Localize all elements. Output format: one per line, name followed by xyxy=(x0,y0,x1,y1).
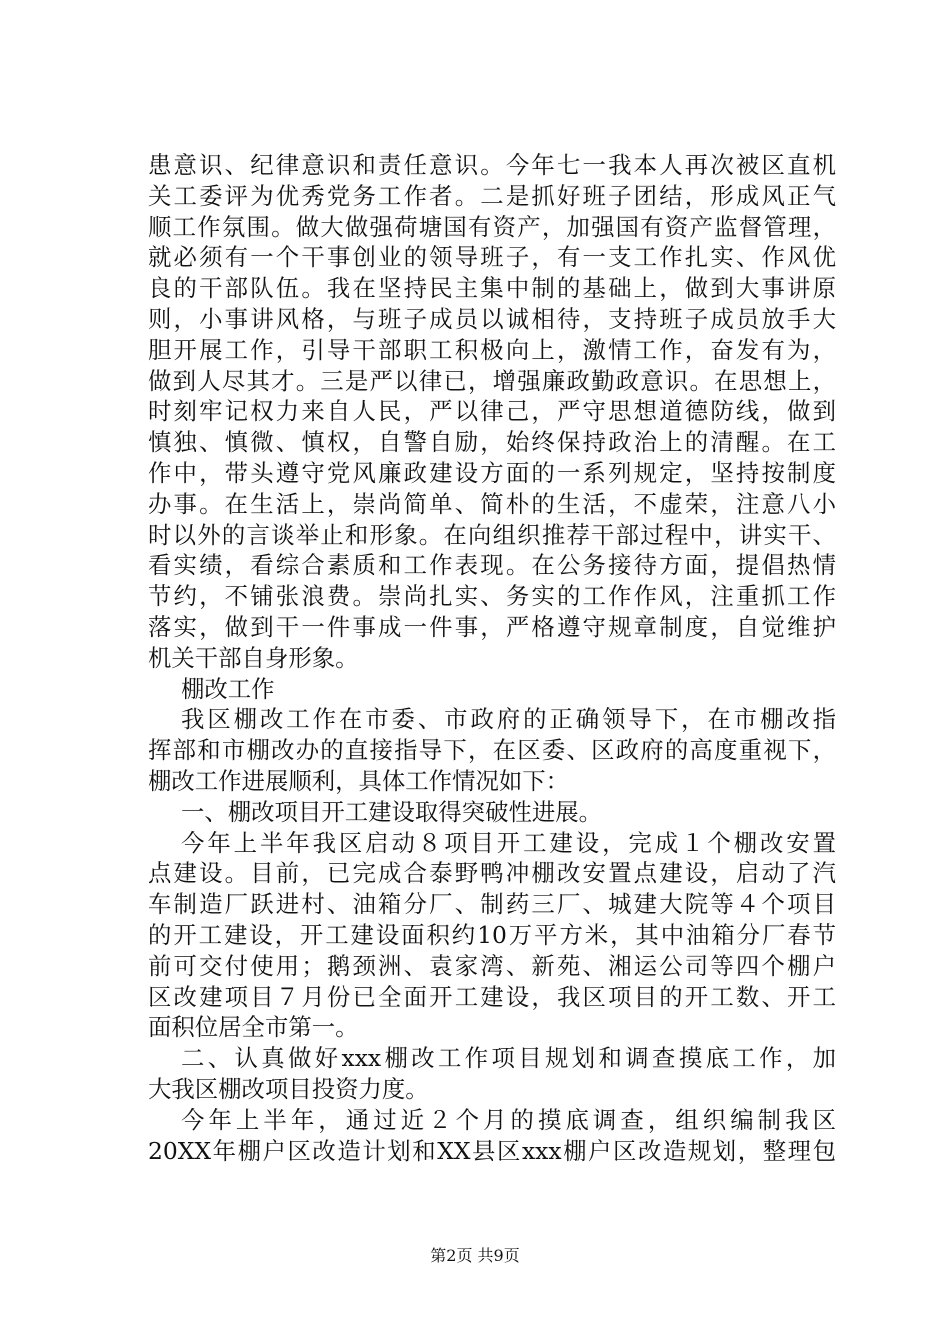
text-line: 办事。在生活上，崇尚简单、简朴的生活，不虚荣，注意八小 xyxy=(148,489,836,518)
page-number: 第2页 共9页 xyxy=(430,1246,520,1265)
text-line: 胆开展工作，引导干部职工积极向上，激情工作，奋发有为， xyxy=(148,335,836,364)
text-line: 前可交付使用；鹅颈洲、袁家湾、新苑、湘运公司等四个棚户 xyxy=(148,951,836,980)
page-footer xyxy=(0,1246,950,1266)
text-line: 区改建项目７月份已全面开工建设，我区项目的开工数、开工 xyxy=(148,982,836,1011)
text-line: 机关干部自身形象。 xyxy=(148,643,359,672)
text-line: 大我区棚改项目投资力度。 xyxy=(148,1074,429,1103)
text-line: 20XX年棚户区改造计划和XX县区xxx棚户区改造规划，整理包 xyxy=(148,1136,836,1165)
text-line: 今年上半年我区启动８项目开工建设，完成１个棚改安置 xyxy=(181,828,836,857)
text-line: 看实绩，看综合素质和工作表现。在公务接待方面，提倡热情 xyxy=(148,551,836,580)
text-line: 的开工建设，开工建设面积约10万平方米，其中油箱分厂春节 xyxy=(148,920,836,949)
subsection-heading: 一、棚改项目开工建设取得突破性进展。 xyxy=(181,797,603,826)
text-line: 关工委评为优秀党务工作者。二是抓好班子团结，形成风正气 xyxy=(148,181,836,210)
text-line: 良的干部队伍。我在坚持民主集中制的基础上，做到大事讲原 xyxy=(148,274,836,303)
text-line: 时刻牢记权力来自人民，严以律己，严守思想道德防线，做到 xyxy=(148,397,836,426)
text-line: 则，小事讲风格，与班子成员以诚相待，支持班子成员放手大 xyxy=(148,304,836,333)
text-line: 就必须有一个干事创业的领导班子，有一支工作扎实、作风优 xyxy=(148,243,836,272)
text-line: 节约，不铺张浪费。崇尚扎实、务实的工作作风，注重抓工作 xyxy=(148,582,836,611)
text-line: 今年上半年，通过近２个月的摸底调查，组织编制我区 xyxy=(181,1105,836,1134)
text-line: 患意识、纪律意识和责任意识。今年七一我本人再次被区直机 xyxy=(148,151,836,179)
text-line: 落实，做到干一件事成一件事，严格遵守规章制度，自觉维护 xyxy=(148,612,836,641)
text-line: 我区棚改工作在市委、市政府的正确领导下，在市棚改指 xyxy=(181,705,836,734)
text-line: 挥部和市棚改办的直接指导下，在区委、区政府的高度重视下， xyxy=(148,736,836,765)
text-line: 做到人尽其才。三是严以律已，增强廉政勤政意识。在思想上， xyxy=(148,366,836,395)
text-line: 顺工作氛围。做大做强荷塘国有资产，加强国有资产监督管理， xyxy=(148,212,836,241)
text-line: 面积位居全市第一。 xyxy=(148,1013,359,1042)
text-line: 车制造厂跃进村、油箱分厂、制药三厂、城建大院等４个项目 xyxy=(148,890,836,919)
document-body xyxy=(148,150,836,1166)
subsection-heading: 二、认真做好xxx棚改工作项目规划和调查摸底工作，加 xyxy=(181,1044,836,1073)
text-line: 慎独、慎微、慎权，自警自励，始终保持政治上的清醒。在工 xyxy=(148,428,836,457)
text-line: 时以外的言谈举止和形象。在向组织推荐干部过程中，讲实干、 xyxy=(148,520,836,549)
section-heading: 棚改工作 xyxy=(181,674,275,703)
text-line: 棚改工作进展顺利，具体工作情况如下： xyxy=(148,766,570,795)
text-line: 点建设。目前，已完成合泰野鸭冲棚改安置点建设，启动了汽 xyxy=(148,859,836,888)
text-line: 作中，带头遵守党风廉政建设方面的一系列规定，坚持按制度 xyxy=(148,458,836,487)
